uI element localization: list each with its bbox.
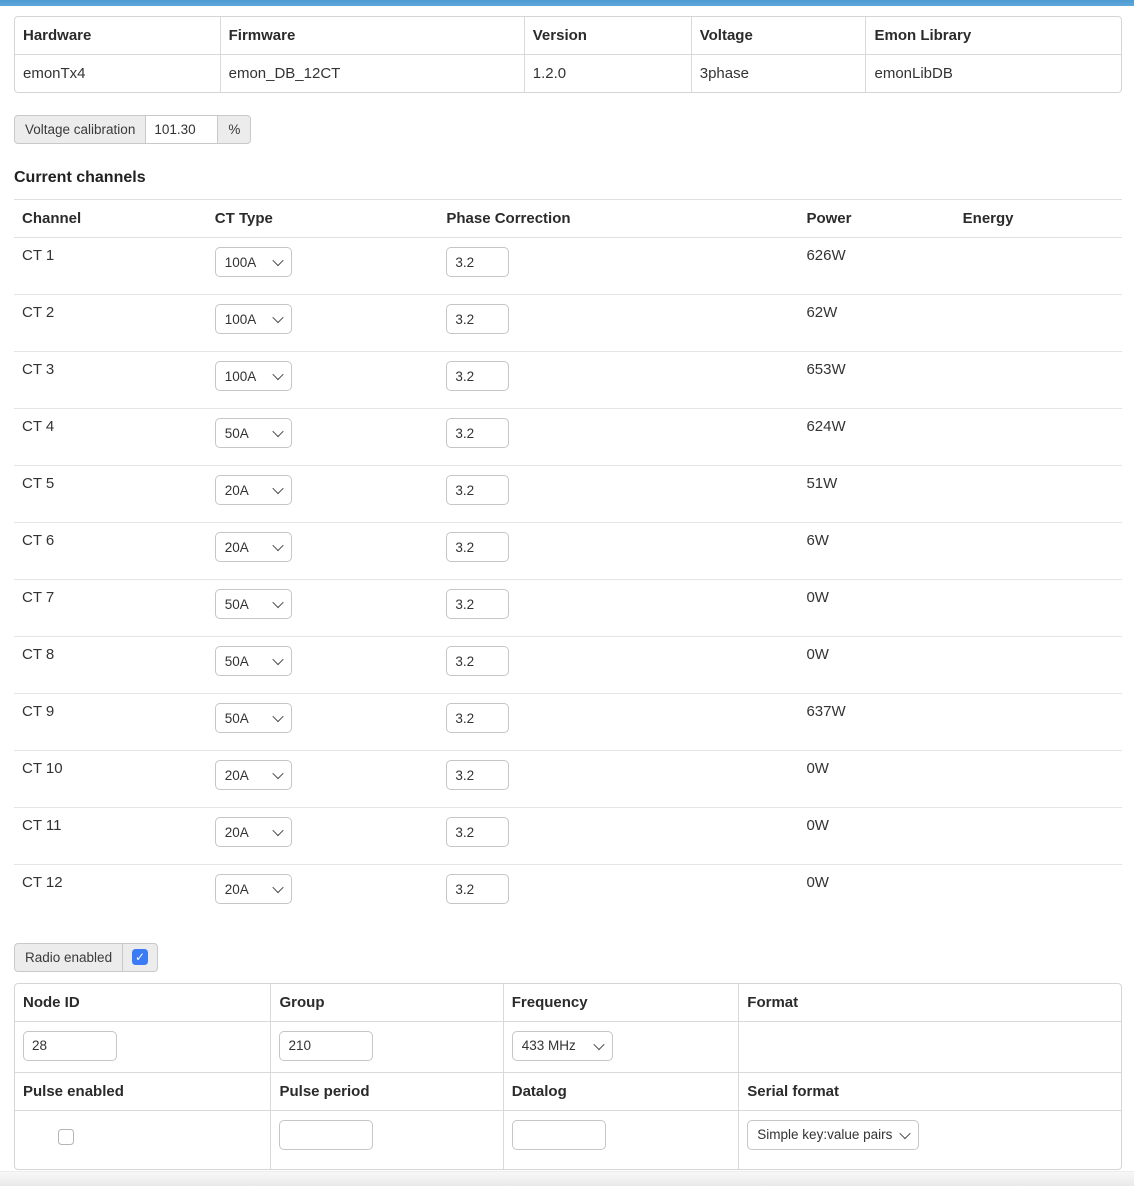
pulse-period-cell <box>270 1110 502 1169</box>
radio-enabled-checkbox-addon <box>122 944 157 971</box>
phase-correction-cell <box>438 238 798 295</box>
channel-label: CT 10 <box>14 751 207 808</box>
header-group: Group <box>270 984 502 1021</box>
ct-type-select-wrap <box>215 532 292 562</box>
phase-correction-input[interactable] <box>446 361 509 391</box>
ct-type-cell <box>207 580 439 637</box>
phase-correction-cell <box>438 409 798 466</box>
channel-row <box>14 238 1122 295</box>
ct-type-cell <box>207 637 439 694</box>
ct-type-select-wrap <box>215 646 292 676</box>
ct-type-select[interactable] <box>215 646 292 676</box>
energy-value <box>955 352 1122 409</box>
ct-type-select-wrap <box>215 475 292 505</box>
channel-row <box>14 694 1122 751</box>
device-header-voltage: Voltage <box>691 17 866 54</box>
ct-type-select-wrap <box>215 361 292 391</box>
power-value: 653W <box>798 352 954 409</box>
device-value-hardware: emonTx4 <box>15 54 220 92</box>
device-info-table <box>14 16 1122 93</box>
phase-correction-input[interactable] <box>446 418 509 448</box>
phase-correction-cell <box>438 352 798 409</box>
ct-type-select[interactable] <box>215 874 292 904</box>
ct-type-select-wrap <box>215 760 292 790</box>
ct-type-select[interactable] <box>215 304 292 334</box>
ct-type-select-wrap <box>215 247 292 277</box>
energy-value <box>955 865 1122 922</box>
channel-row <box>14 295 1122 352</box>
pulse-enabled-cell <box>15 1110 270 1169</box>
ct-type-cell <box>207 352 439 409</box>
radio-config-header-row <box>15 984 1121 1021</box>
current-channels-title: Current channels <box>14 169 146 186</box>
group-cell <box>270 1021 502 1072</box>
power-value: 637W <box>798 694 954 751</box>
ct-type-select-wrap <box>215 817 292 847</box>
ct-type-select[interactable] <box>215 418 292 448</box>
phase-correction-cell <box>438 580 798 637</box>
channels-header-channel: Channel <box>14 200 207 238</box>
channel-row <box>14 808 1122 865</box>
ct-type-select[interactable] <box>215 361 292 391</box>
channel-label: CT 3 <box>14 352 207 409</box>
power-value: 0W <box>798 637 954 694</box>
phase-correction-input[interactable] <box>446 532 509 562</box>
energy-value <box>955 637 1122 694</box>
phase-correction-cell <box>438 808 798 865</box>
power-value: 0W <box>798 751 954 808</box>
ct-type-cell <box>207 865 439 922</box>
ct-type-select-wrap <box>215 304 292 334</box>
ct-type-cell <box>207 466 439 523</box>
node-id-input[interactable] <box>23 1031 117 1061</box>
ct-type-select[interactable] <box>215 703 292 733</box>
header-pulse-enabled: Pulse enabled <box>15 1072 270 1110</box>
phase-correction-cell <box>438 694 798 751</box>
power-value: 0W <box>798 580 954 637</box>
energy-value <box>955 238 1122 295</box>
channel-row <box>14 865 1122 922</box>
ct-type-cell <box>207 238 439 295</box>
radio-config-table <box>14 983 1122 1170</box>
voltage-calibration-group <box>14 115 251 144</box>
frequency-select-wrap <box>512 1031 613 1061</box>
device-info-value-row <box>15 54 1121 92</box>
pulse-config-input-row <box>15 1110 1121 1169</box>
power-value: 624W <box>798 409 954 466</box>
voltage-calibration-input[interactable] <box>145 116 218 143</box>
voltage-calibration-unit: % <box>228 122 241 137</box>
device-value-voltage: 3phase <box>691 54 866 92</box>
channel-label: CT 9 <box>14 694 207 751</box>
device-header-emon-library: Emon Library <box>865 17 1121 54</box>
device-header-hardware: Hardware <box>23 27 92 44</box>
power-value: 62W <box>798 295 954 352</box>
ct-type-cell <box>207 694 439 751</box>
ct-type-cell <box>207 523 439 580</box>
energy-value <box>955 466 1122 523</box>
phase-correction-input[interactable] <box>446 247 509 277</box>
header-format: Format <box>738 984 1121 1021</box>
device-value-emon-library: emonLibDB <box>865 54 1121 92</box>
channel-row <box>14 580 1122 637</box>
phase-correction-cell <box>438 751 798 808</box>
page-content <box>0 6 1134 1170</box>
datalog-cell <box>503 1110 739 1169</box>
channel-row <box>14 751 1122 808</box>
header-datalog: Datalog <box>503 1072 739 1110</box>
energy-value <box>955 523 1122 580</box>
channel-label: CT 7 <box>14 580 207 637</box>
ct-type-select-wrap <box>215 589 292 619</box>
header-serial-format: Serial format <box>738 1072 1121 1110</box>
header-frequency: Frequency <box>503 984 739 1021</box>
serial-format-select-wrap <box>747 1120 919 1150</box>
channels-header-phase-correction: Phase Correction <box>438 200 798 238</box>
pulse-enabled-checkbox[interactable] <box>58 1129 74 1145</box>
frequency-select[interactable] <box>512 1031 613 1061</box>
frequency-cell <box>503 1021 739 1072</box>
channels-header-power: Power <box>798 200 954 238</box>
power-value: 51W <box>798 466 954 523</box>
channel-label: CT 6 <box>14 523 207 580</box>
voltage-calibration-label: Voltage calibration <box>25 122 136 137</box>
phase-correction-input[interactable] <box>446 475 509 505</box>
phase-correction-cell <box>438 466 798 523</box>
ct-type-select[interactable] <box>215 247 292 277</box>
channel-label: CT 11 <box>14 808 207 865</box>
power-value: 0W <box>806 874 829 891</box>
ct-type-cell <box>207 295 439 352</box>
phase-correction-cell <box>438 637 798 694</box>
energy-value <box>955 580 1122 637</box>
channels-header-energy: Energy <box>955 200 1122 238</box>
ct-type-cell <box>207 409 439 466</box>
serial-format-cell <box>738 1110 1121 1169</box>
phase-correction-cell <box>438 523 798 580</box>
format-cell <box>738 1021 1121 1072</box>
channel-row <box>14 466 1122 523</box>
channel-label: CT 1 <box>14 238 207 295</box>
header-pulse-period: Pulse period <box>270 1072 502 1110</box>
device-value-firmware: emon_DB_12CT <box>220 54 524 92</box>
channels-header-row <box>14 200 1122 238</box>
datalog-input[interactable] <box>512 1120 606 1150</box>
channel-label: CT 12 <box>22 874 63 891</box>
channel-row <box>14 409 1122 466</box>
node-id-cell <box>15 1021 270 1072</box>
power-value: 6W <box>798 523 954 580</box>
power-value: 0W <box>798 808 954 865</box>
page-footer <box>0 1171 1134 1186</box>
ct-type-select[interactable] <box>215 817 292 847</box>
phase-correction-input[interactable] <box>446 646 509 676</box>
radio-config-input-row <box>15 1021 1121 1072</box>
device-header-firmware: Firmware <box>220 17 524 54</box>
ct-type-select-wrap <box>215 418 292 448</box>
pulse-config-header-row <box>15 1072 1121 1110</box>
radio-enabled-checkbox[interactable] <box>132 949 148 965</box>
ct-type-select[interactable] <box>215 532 292 562</box>
group-input[interactable] <box>279 1031 373 1061</box>
ct-type-select[interactable] <box>215 589 292 619</box>
ct-type-select-wrap <box>215 874 292 904</box>
phase-correction-input[interactable] <box>446 589 509 619</box>
channels-header-ct-type: CT Type <box>207 200 439 238</box>
channel-label: CT 2 <box>14 295 207 352</box>
phase-correction-cell <box>438 295 798 352</box>
ct-type-select[interactable] <box>215 475 292 505</box>
phase-correction-input[interactable] <box>446 817 509 847</box>
channel-row <box>14 523 1122 580</box>
phase-correction-input[interactable] <box>446 760 509 790</box>
power-value: 626W <box>798 238 954 295</box>
channel-label: CT 5 <box>14 466 207 523</box>
energy-value <box>955 409 1122 466</box>
radio-enabled-group <box>14 943 158 972</box>
serial-format-select[interactable] <box>747 1120 919 1150</box>
device-info-header-row <box>15 17 1121 54</box>
ct-type-cell <box>207 751 439 808</box>
channel-row <box>14 352 1122 409</box>
energy-value <box>955 295 1122 352</box>
channel-label: CT 8 <box>14 637 207 694</box>
device-header-version: Version <box>524 17 691 54</box>
energy-value <box>955 694 1122 751</box>
radio-enabled-label: Radio enabled <box>25 949 113 965</box>
device-value-version: 1.2.0 <box>524 54 691 92</box>
phase-correction-input[interactable] <box>446 703 509 733</box>
pulse-period-input[interactable] <box>279 1120 373 1150</box>
current-channels-table <box>14 199 1122 922</box>
header-node-id: Node ID <box>23 993 80 1011</box>
phase-correction-cell <box>438 865 798 922</box>
energy-value <box>955 808 1122 865</box>
phase-correction-input[interactable] <box>446 874 509 904</box>
ct-type-select-wrap <box>215 703 292 733</box>
ct-type-cell <box>207 808 439 865</box>
phase-correction-input[interactable] <box>446 304 509 334</box>
channel-row <box>14 637 1122 694</box>
energy-value <box>955 751 1122 808</box>
ct-type-select[interactable] <box>215 760 292 790</box>
channel-label: CT 4 <box>14 409 207 466</box>
